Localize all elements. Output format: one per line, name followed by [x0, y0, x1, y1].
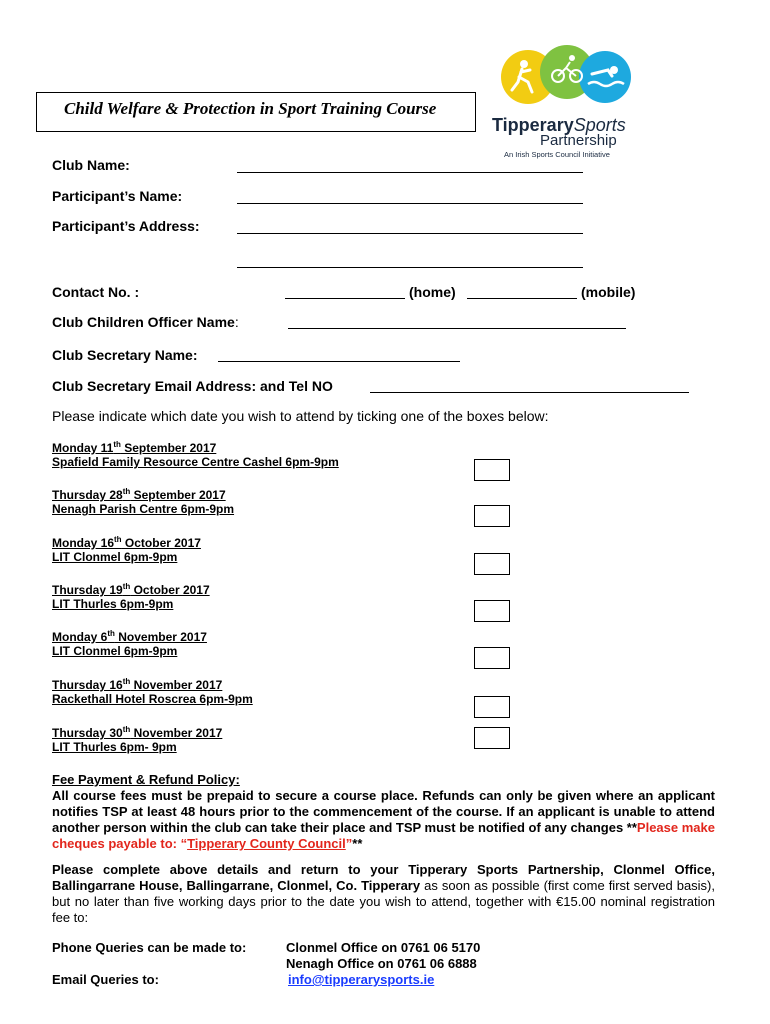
- session-checkbox[interactable]: [474, 505, 510, 527]
- mobile-phone-field[interactable]: [467, 298, 577, 299]
- fee-text: All course fees must be prepaid to secure a course place. Refunds can only be given where an applicant notifies TSP at least 48 hours prior to the commencement of the course. If an applicant is unable to attend another person within the club can take their place and TSP must be notified of any changes **: [52, 788, 715, 835]
- club-name-label: Club Name:: [52, 157, 130, 173]
- session-venue: Rackethall Hotel Roscrea 6pm-9pm: [52, 692, 253, 706]
- session-date: Monday 6th November 2017: [52, 629, 207, 644]
- session-checkbox[interactable]: [474, 459, 510, 481]
- session-date: Thursday 19th October 2017: [52, 582, 210, 597]
- return-bold: Please complete above details and return to your Tipperary Sports Partnership, Clonmel Office, Ballingarrane House, Ballingarrane, Clonmel, Co. Tipperary: [52, 862, 715, 893]
- contact-no-label: Contact No. :: [52, 284, 140, 300]
- date-instruction: Please indicate which date you wish to attend by ticking one of the boxes below:: [52, 408, 549, 424]
- participant-address-field-1[interactable]: [237, 233, 583, 234]
- course-title: Child Welfare & Protection in Sport Training Course: [36, 92, 476, 132]
- mobile-label: (mobile): [581, 284, 636, 300]
- tipperary-sports-logo: [488, 44, 648, 159]
- email-link[interactable]: info@tipperarysports.ie: [288, 972, 435, 987]
- logo-name-italic: Sports: [573, 115, 626, 135]
- session-checkbox[interactable]: [474, 553, 510, 575]
- session-item: [52, 487, 234, 516]
- children-officer-colon: :: [234, 314, 239, 330]
- secretary-name-field[interactable]: [218, 361, 460, 362]
- session-item: [52, 677, 253, 706]
- session-item: [52, 440, 339, 469]
- secretary-email-label: Club Secretary Email Address: and Tel NO: [52, 378, 333, 394]
- nenagh-office-phone: Nenagh Office on 0761 06 6888: [286, 956, 477, 971]
- session-date: Thursday 28th September 2017: [52, 487, 226, 502]
- phone-queries-label: Phone Queries can be made to:: [52, 940, 247, 955]
- session-venue: LIT Clonmel 6pm-9pm: [52, 550, 178, 564]
- session-item: [52, 629, 207, 658]
- session-checkbox[interactable]: [474, 727, 510, 749]
- email-queries-label: Email Queries to:: [52, 972, 159, 987]
- session-venue: LIT Thurles 6pm-9pm: [52, 597, 174, 611]
- secretary-name-label: Club Secretary Name:: [52, 347, 198, 363]
- session-item: [52, 535, 201, 564]
- session-venue: LIT Clonmel 6pm-9pm: [52, 644, 178, 658]
- session-venue: Spafield Family Resource Centre Cashel 6pm-9pm: [52, 455, 339, 469]
- club-name-field[interactable]: [237, 172, 583, 173]
- session-date: Thursday 16th November 2017: [52, 677, 223, 692]
- logo-name-line2: Partnership: [540, 132, 617, 149]
- session-checkbox[interactable]: [474, 600, 510, 622]
- cheque-instruction: Please make cheques payable to: “: [52, 820, 715, 851]
- participant-address-label: Participant’s Address:: [52, 218, 200, 234]
- participant-address-field-2[interactable]: [237, 267, 583, 268]
- fee-policy: [52, 772, 715, 852]
- session-checkbox[interactable]: [474, 696, 510, 718]
- clonmel-office-phone: Clonmel Office on 0761 06 5170: [286, 940, 481, 955]
- logo-circles-icon: [488, 44, 648, 110]
- cheque-close-quote: ”: [345, 836, 353, 851]
- session-date: Thursday 30th November 2017: [52, 725, 223, 740]
- home-phone-field[interactable]: [285, 298, 405, 299]
- session-date: Monday 11th September 2017: [52, 440, 217, 455]
- session-venue: LIT Thurles 6pm- 9pm: [52, 740, 177, 754]
- cheque-payee: Tipperary County Council: [187, 836, 346, 851]
- children-officer-label: Club Children Officer Name: [52, 314, 235, 330]
- logo-tagline: An Irish Sports Council Initiative: [504, 150, 610, 159]
- session-item: [52, 582, 210, 611]
- fee-end: **: [352, 836, 363, 851]
- logo-name-bold: Tipperary: [492, 115, 574, 135]
- session-venue: Nenagh Parish Centre 6pm-9pm: [52, 502, 235, 516]
- children-officer-field[interactable]: [288, 328, 626, 329]
- fee-heading: Fee Payment & Refund Policy:: [52, 772, 240, 787]
- return-normal: as soon as possible (first come first served basis), but no later than five working days prior to the date you wish to attend, together with €15.00 nominal registration fee to:: [52, 878, 715, 925]
- session-item: [52, 725, 222, 754]
- session-date: Monday 16th October 2017: [52, 535, 201, 550]
- home-label: (home): [409, 284, 456, 300]
- return-instructions: [52, 862, 715, 926]
- participant-name-label: Participant’s Name:: [52, 188, 183, 204]
- session-checkbox[interactable]: [474, 647, 510, 669]
- secretary-email-field[interactable]: [370, 392, 689, 393]
- participant-name-field[interactable]: [237, 203, 583, 204]
